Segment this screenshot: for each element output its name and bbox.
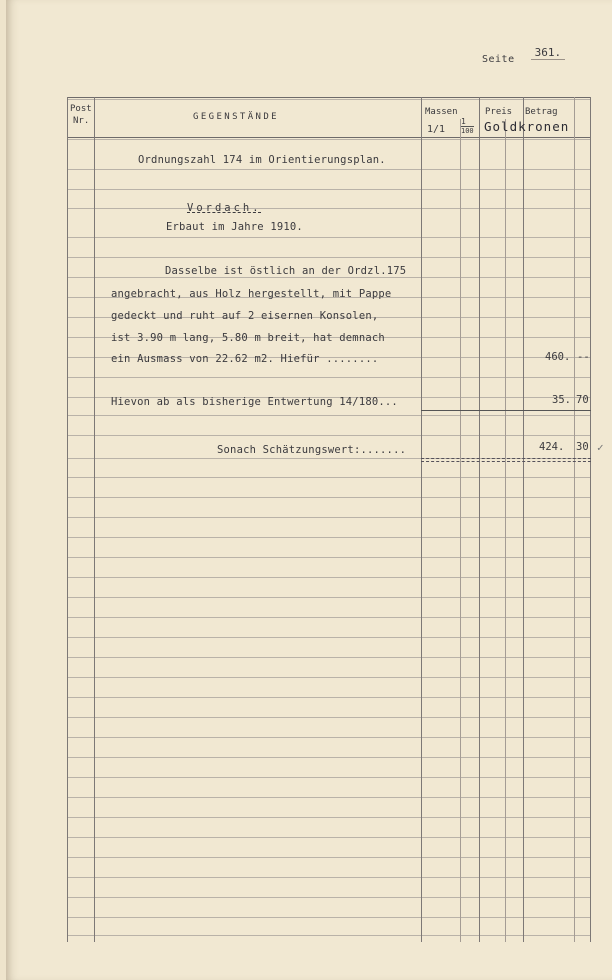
amount-1-dec: --	[577, 351, 590, 363]
goldkronen-stamp: Goldkronen	[484, 119, 570, 134]
preis-header: Preis	[485, 107, 513, 117]
order-number-line: Ordnungszahl 174 im Orientierungsplan.	[138, 154, 386, 166]
check-mark-icon: ✓	[597, 441, 604, 454]
result-line: Sonach Schätzungswert:.......	[217, 444, 407, 456]
page-number-value: 361.	[531, 46, 566, 60]
amount-3-int: 424.	[539, 441, 565, 453]
description-line-4: ist 3.90 m lang, 5.80 m breit, hat demnach	[111, 332, 385, 344]
amount-2-int: 35.	[552, 394, 571, 406]
betrag-header: Betrag	[525, 107, 558, 117]
description-line-3: gedeckt und ruht auf 2 eisernen Konsolen,	[111, 310, 379, 322]
nr-label: Nr.	[73, 116, 90, 126]
fraction-top: 1	[461, 117, 466, 126]
total-double-rule-1	[421, 458, 591, 460]
built-year-line: Erbaut im Jahre 1910.	[166, 221, 303, 233]
deduction-line: Hievon ab als bisherige Entwertung 14/180...	[111, 396, 398, 408]
amount-1-int: 460.	[545, 351, 571, 363]
total-double-rule-2	[421, 461, 591, 463]
amount-3-dec: 30	[576, 441, 589, 453]
amount-2-dec: 70	[576, 394, 589, 406]
fraction-bottom: 100	[461, 127, 474, 135]
page-number	[482, 46, 565, 66]
description-line-1: Dasselbe ist östlich an der Ordzl.175	[165, 265, 407, 277]
post-nr-header	[70, 103, 92, 127]
masse-whole-col: 1/1	[427, 124, 446, 135]
description-line-2: angebracht, aus Holz hergestellt, mit Pappe	[111, 288, 392, 300]
description-line-5: ein Ausmass von 22.62 m2. Hiefür ........	[111, 353, 379, 365]
page-label: Seite	[482, 54, 515, 65]
ledger-page	[6, 0, 612, 980]
post-label: Post	[70, 104, 92, 114]
item-title: Vordach.	[187, 202, 262, 214]
gegenstaende-header: GEGENSTÄNDE	[193, 112, 280, 122]
masse-fraction-col	[461, 117, 474, 136]
subtotal-rule	[421, 410, 591, 411]
ledger-table	[67, 97, 604, 942]
masse-header: Massen	[425, 107, 458, 117]
